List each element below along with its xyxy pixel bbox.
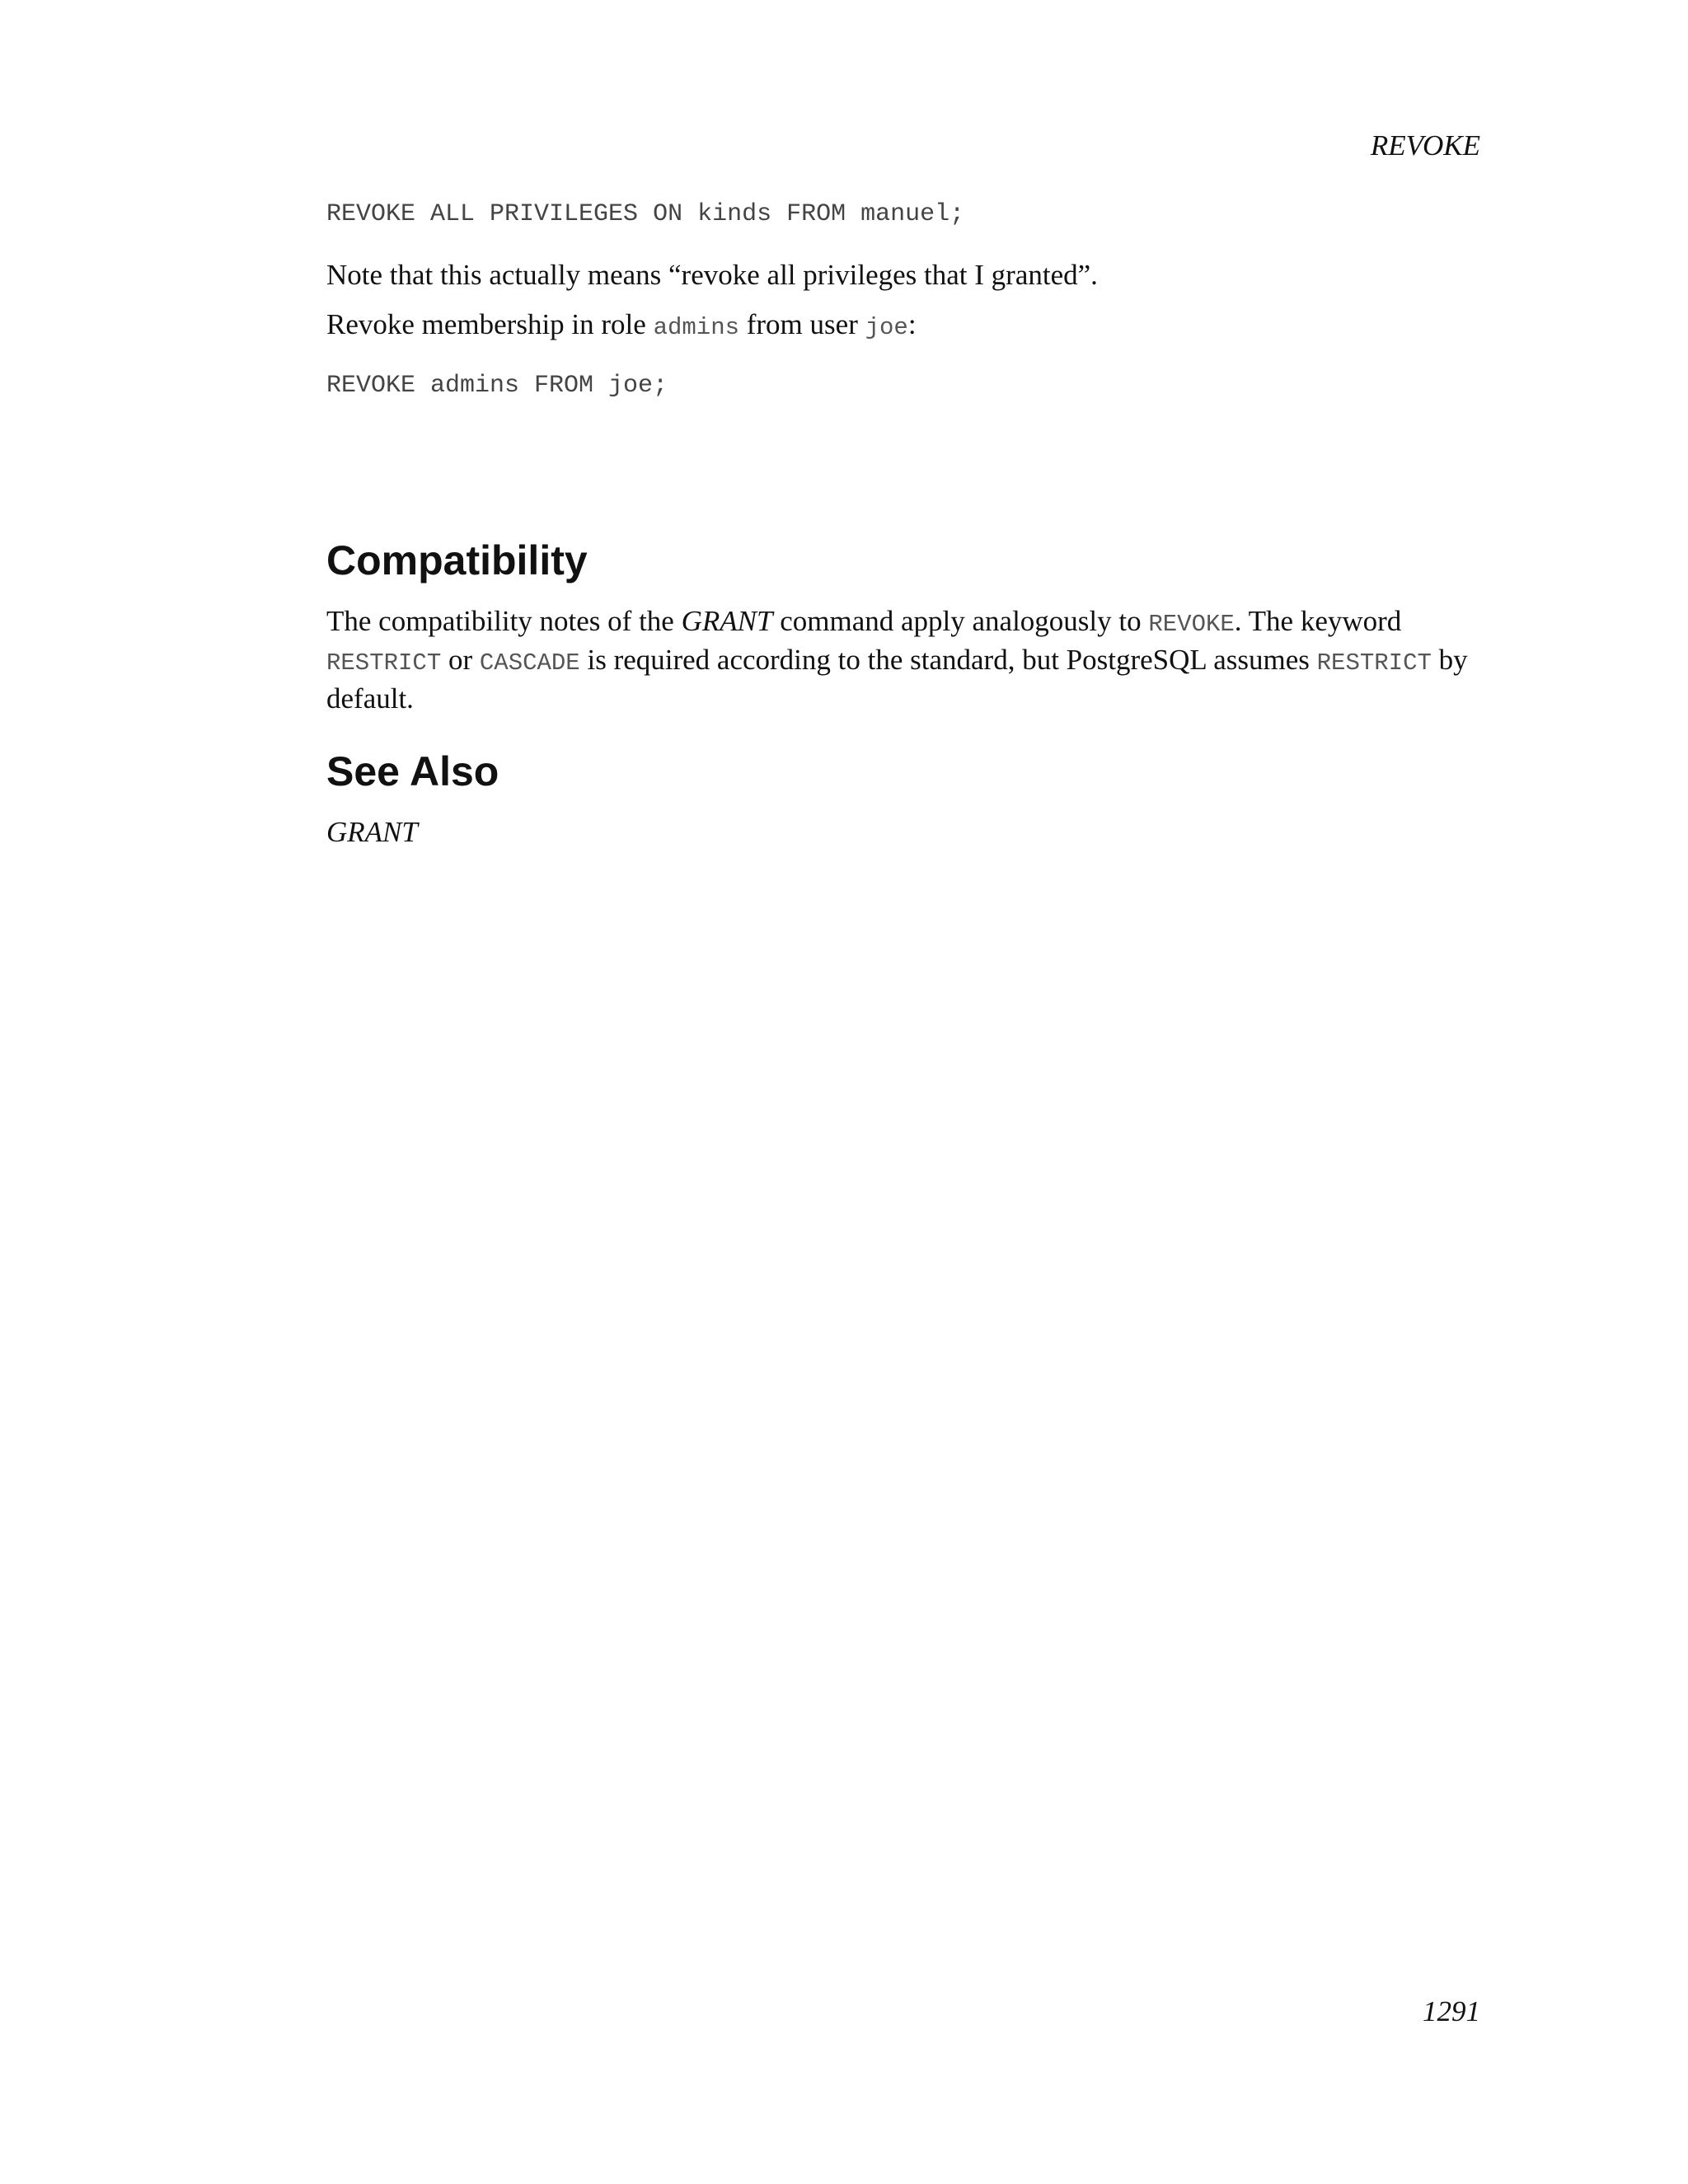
intro-text-suffix: :	[907, 308, 917, 340]
inline-code-cascade: CASCADE	[479, 649, 580, 677]
note-paragraph: Note that this actually means “revoke all privileges that I granted”.	[326, 259, 1098, 291]
compat-text-1: The compatibility notes of the	[326, 605, 682, 637]
inline-code-revoke: REVOKE	[1148, 611, 1235, 638]
running-header-title: REVOKE	[1370, 129, 1480, 162]
compatibility-paragraph	[326, 603, 1484, 716]
see-also-heading: See Also	[326, 748, 499, 794]
code-example-revoke-all: REVOKE ALL PRIVILEGES ON kinds FROM manuel;	[326, 200, 965, 228]
compatibility-heading: Compatibility	[326, 537, 588, 583]
compat-text-5: is required according to the standard, but PostgreSQL assumes	[579, 644, 1317, 676]
see-also-grant-link[interactable]: GRANT	[326, 816, 418, 848]
compat-text-2: command apply analogously to	[772, 605, 1149, 637]
code-example-revoke-admins: REVOKE admins FROM joe;	[326, 372, 668, 400]
intro-text-prefix: Revoke membership in role	[326, 308, 654, 340]
inline-code-restrict-2: RESTRICT	[1316, 649, 1432, 677]
compat-text-4: or	[441, 644, 480, 676]
inline-code-admins: admins	[653, 314, 739, 341]
compat-text-3: . The keyword	[1234, 605, 1402, 637]
grant-reference: GRANT	[681, 605, 773, 637]
intro-text-middle: from user	[739, 308, 865, 340]
revoke-membership-intro	[326, 307, 1484, 345]
compat-text-6: by default.	[326, 644, 1468, 715]
inline-code-restrict: RESTRICT	[326, 649, 442, 677]
page-number: 1291	[1423, 1995, 1480, 2027]
inline-code-joe: joe	[865, 314, 908, 341]
